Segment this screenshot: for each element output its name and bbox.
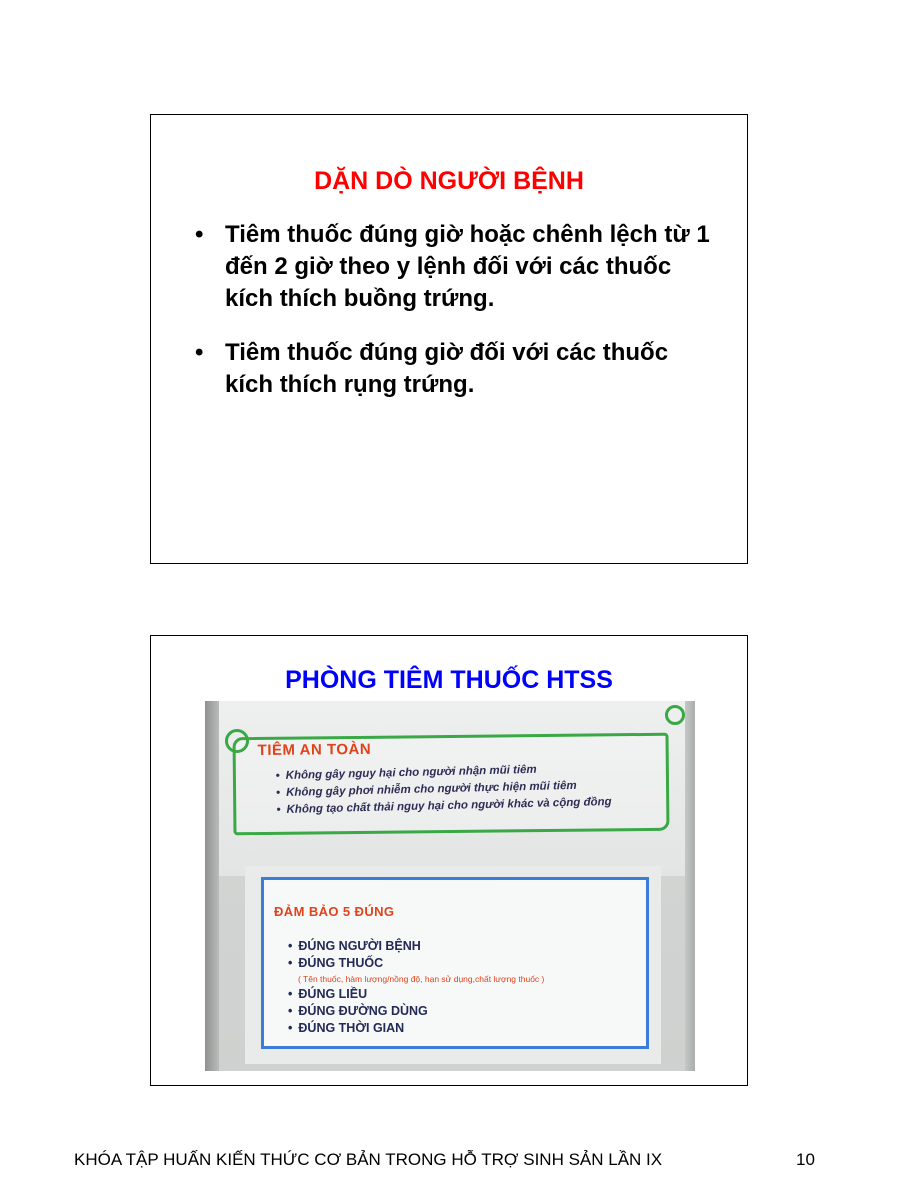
- poster-item: • ĐÚNG NGƯỜI BỆNH: [288, 938, 544, 955]
- scroll-curl-icon: [225, 729, 249, 753]
- slide-2-title: PHÒNG TIÊM THUỐC HTSS: [285, 666, 613, 694]
- bullet-item: [195, 337, 717, 401]
- bullet-text: Tiêm thuốc đúng giờ hoặc chênh lệch từ 1 đến 2 giờ theo y lệnh đối với các thuốc kích thích buồng trứng.: [225, 221, 710, 312]
- slide-1-bullet-list: [195, 219, 717, 423]
- footer-course-title: KHÓA TẬP HUẤN KIẾN THỨC CƠ BẢN TRONG HỖ TRỢ SINH SẢN LẦN IX: [74, 1150, 663, 1169]
- poster-note: ( Tên thuốc, hàm lượng/nồng độ, hạn sử dụng,chất lượng thuốc ): [298, 974, 545, 984]
- bullet-icon: •: [195, 339, 204, 366]
- photo-right-edge: [685, 701, 695, 1071]
- poster-item: • ĐÚNG LIỀU: [288, 986, 544, 1003]
- poster-item: • ĐÚNG ĐƯỜNG DÙNG: [288, 1003, 544, 1020]
- banner-item: • Không tạo chất thải nguy hại cho người khác và cộng đồng: [276, 794, 612, 819]
- injection-room-photo: [205, 701, 695, 1071]
- slide-1-title: DẶN DÒ NGƯỜI BỆNH: [314, 167, 584, 195]
- banner-item: • Không gây phơi nhiễm cho người thực hiện mũi tiêm: [276, 777, 612, 802]
- poster-list: [288, 938, 544, 1037]
- slide-2: [150, 635, 748, 1086]
- slide-1: [150, 114, 748, 564]
- scroll-curl-icon: [665, 705, 685, 725]
- banner-item: • Không gây nguy hại cho người nhận mũi tiêm: [275, 760, 611, 785]
- bullet-icon: •: [195, 221, 204, 248]
- five-rights-poster: [261, 877, 649, 1049]
- page-number: 10: [796, 1150, 815, 1169]
- banner-list: [275, 760, 611, 819]
- bullet-text: Tiêm thuốc đúng giờ đối với các thuốc kích thích rụng trứng.: [225, 339, 669, 398]
- poster-title: ĐẢM BẢO 5 ĐÚNG: [274, 904, 395, 919]
- bullet-item: [195, 219, 717, 315]
- poster-item: • ĐÚNG THUỐC: [288, 955, 544, 972]
- photo-left-edge: [205, 701, 219, 1071]
- poster-item: • ĐÚNG THỜI GIAN: [288, 1020, 544, 1037]
- banner-title: TIÊM AN TOÀN: [257, 740, 372, 760]
- safe-injection-banner: [232, 733, 669, 836]
